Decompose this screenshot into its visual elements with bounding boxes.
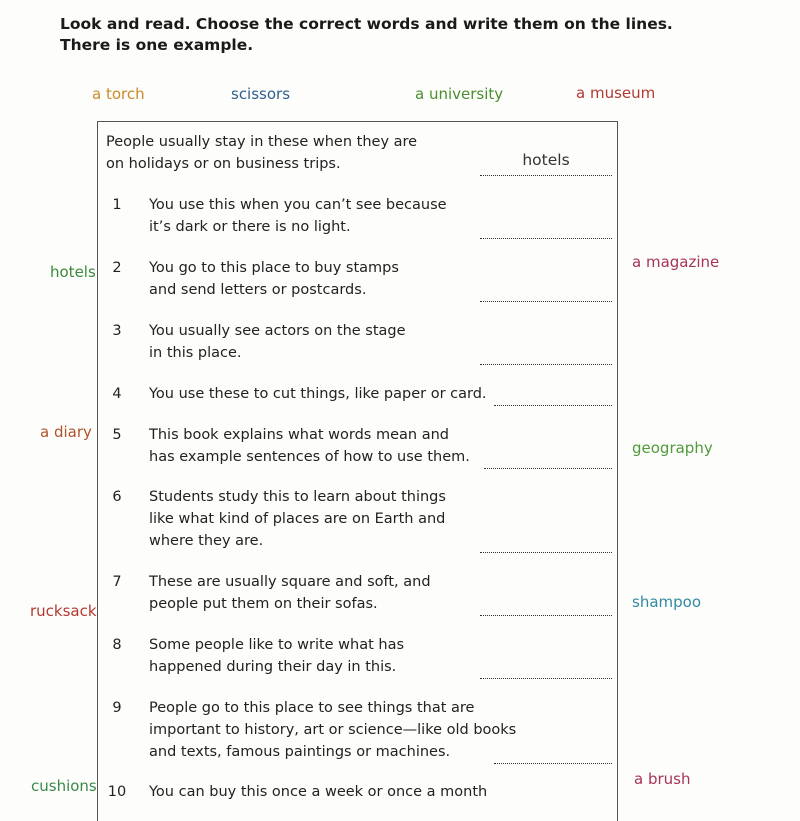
question-number: 5 <box>112 427 122 443</box>
word-a-brush: a brush <box>634 770 691 788</box>
word-cushions: cushions <box>31 777 97 795</box>
question-text: These are usually square and soft, and people put them on their sofas. <box>149 574 431 612</box>
question-text: Students study this to learn about things like what kind of places are on Earth and where they are. <box>149 489 446 549</box>
question-number: 3 <box>112 323 122 339</box>
word-geography: geography <box>632 439 713 457</box>
word-a-university: a university <box>415 85 504 103</box>
question-number: 2 <box>112 260 122 276</box>
question-9 <box>106 697 616 763</box>
question-1 <box>106 194 616 238</box>
word-a-magazine: a magazine <box>632 253 720 271</box>
answer-line[interactable] <box>480 216 612 239</box>
answer-line[interactable] <box>480 656 612 679</box>
word-rucksack: rucksack <box>30 602 97 620</box>
question-text: This book explains what words mean and has example sentences of how to use them. <box>149 427 470 465</box>
word-a-torch: a torch <box>92 85 145 103</box>
instructions: Look and read. Choose the correct words and write them on the lines. There is one example. <box>60 15 673 54</box>
answer-line[interactable] <box>480 342 612 365</box>
word-a-diary: a diary <box>40 423 92 441</box>
question-number: 10 <box>107 784 127 800</box>
question-text: You go to this place to buy stamps and send letters or postcards. <box>149 260 399 298</box>
question-text: You use this when you can’t see because it’s dark or there is no light. <box>149 197 447 235</box>
question-7 <box>106 571 616 615</box>
question-number: 8 <box>112 637 122 653</box>
question-number: 7 <box>112 574 122 590</box>
question-number: 1 <box>112 197 122 213</box>
example-item <box>106 131 616 175</box>
question-8 <box>106 634 616 678</box>
question-4 <box>106 383 616 405</box>
question-number: 9 <box>112 700 122 716</box>
example-text: People usually stay in these when they are on holidays or on business trips. <box>106 134 418 172</box>
word-hotels: hotels <box>50 263 96 281</box>
question-text: You can buy this once a week or once a month <box>149 784 488 800</box>
question-5 <box>106 424 616 468</box>
example-answer: hotels <box>522 151 570 169</box>
question-6 <box>106 486 616 552</box>
example-answer-line <box>480 153 612 176</box>
question-text: Some people like to write what has happened during their day in this. <box>149 637 405 675</box>
answer-line[interactable] <box>480 279 612 302</box>
question-text: You use these to cut things, like paper or card. <box>149 386 487 402</box>
answer-line[interactable] <box>484 446 612 469</box>
answer-line[interactable] <box>480 530 612 553</box>
answer-line[interactable] <box>494 383 612 406</box>
answer-line[interactable] <box>494 741 612 764</box>
question-number: 6 <box>112 489 122 505</box>
question-text: You usually see actors on the stage in this place. <box>149 323 406 361</box>
word-shampoo: shampoo <box>632 593 702 611</box>
question-3 <box>106 320 616 364</box>
answer-line[interactable] <box>480 593 612 616</box>
word-a-museum: a museum <box>576 84 656 102</box>
word-scissors: scissors <box>231 85 291 103</box>
question-number: 4 <box>112 386 122 402</box>
question-text: People go to this place to see things that are important to history, art or science—like old books and texts, famous paintings or machines. <box>149 700 517 760</box>
question-2 <box>106 257 616 301</box>
